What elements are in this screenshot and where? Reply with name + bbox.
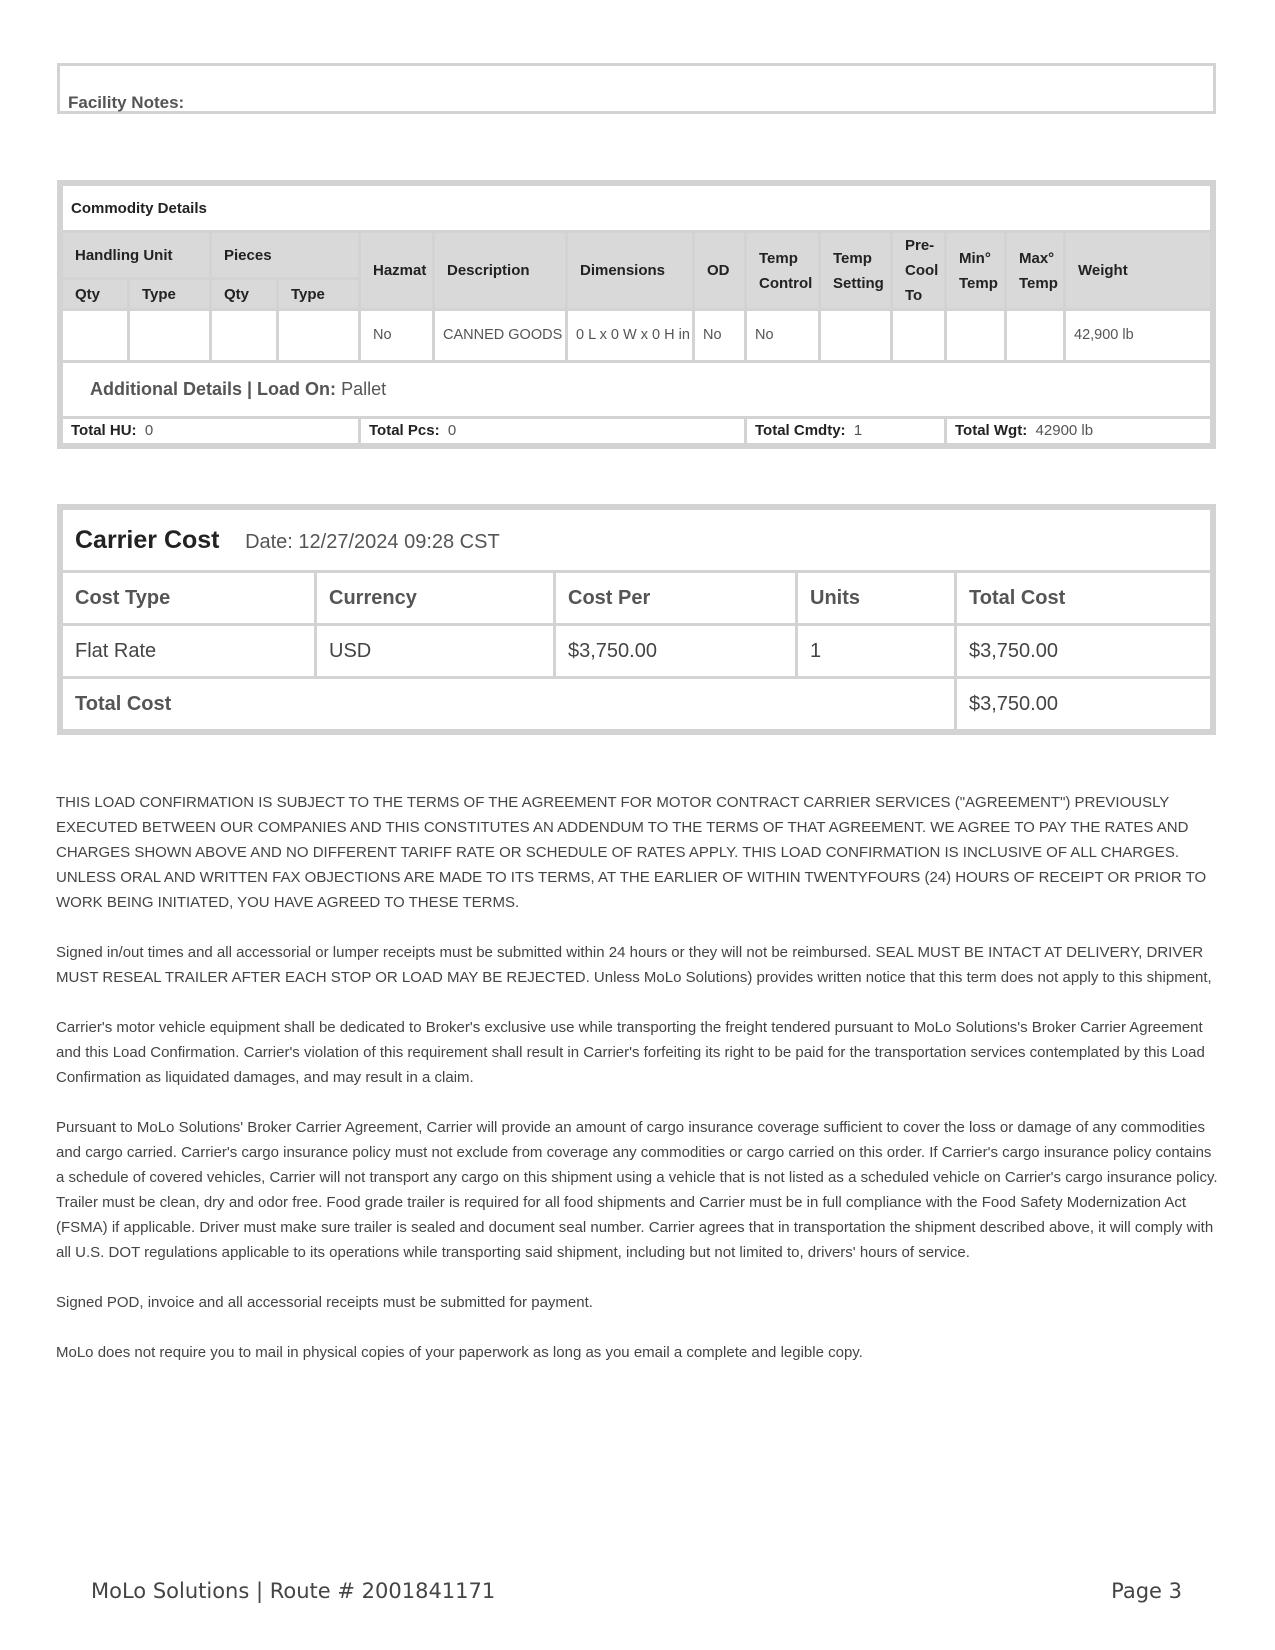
commodity-title-text: Commodity Details	[71, 199, 207, 217]
cell-dimensions: 0 L x 0 W x 0 H in	[567, 310, 694, 362]
total-wgt-value: 42900 lb	[1035, 422, 1094, 439]
total-cmdty-label: Total Cmdty:	[755, 422, 846, 439]
header-handling-unit: Handling Unit	[62, 232, 211, 279]
cell-cost-type: Flat Rate	[62, 625, 316, 678]
facility-notes-label: Facility Notes:	[68, 93, 185, 112]
terms-paragraph: THIS LOAD CONFIRMATION IS SUBJECT TO THE TERMS OF THE AGREEMENT FOR MOTOR CONTRACT CARRIER SERVICES ("AGREEMENT") PREVIOUSLY EXECUTED BETWEEN OUR COMPANIES AND THIS CONSTITUTES AN ADDENDUM TO THE TERMS OF THAT AGREEMENT. WE AGREE TO PAY THE RATES AND CHARGES SHOWN ABOVE AND NO DIFFERENT TARIFF RATE OR SCHEDULE OF RATES APPLY. THIS LOAD CONFIRMATION IS INCLUSIVE OF ALL CHARGES. UNLESS ORAL AND WRITTEN FAX OBJECTIONS ARE MADE TO ITS TERMS, AT THE EARLIER OF WITHIN TWENTYFOURS (24) HOURS OF RECEIPT OR PRIOR TO WORK BEING INITIATED, YOU HAVE AGREED TO THESE TERMS.	[56, 794, 1207, 911]
cell-hu-type	[129, 310, 211, 362]
additional-details	[62, 362, 1212, 418]
total-hu-label: Total HU:	[71, 422, 137, 439]
cell-hu-qty	[62, 310, 129, 362]
cell-temp-control: No	[746, 310, 820, 362]
additional-details-label: Additional Details | Load On:	[90, 379, 337, 399]
table-row	[62, 310, 1212, 362]
carrier-cost-header	[62, 509, 1212, 572]
terms-paragraph: Signed in/out times and all accessorial or lumper receipts must be submitted within 24 hours or they will not be reimbursed. SEAL MUST BE INTACT AT DELIVERY, DRIVER MUST RESEAL TRAILER AFTER EACH STOP OR LOAD MAY BE REJECTED. Unless MoLo Solutions) provides written notice that this term does not apply to this shipment,	[56, 944, 1212, 986]
col-currency: Currency	[316, 572, 555, 625]
total-cost-value: $3,750.00	[956, 678, 1212, 731]
col-total-cost: Total Cost	[956, 572, 1212, 625]
terms-paragraph: Carrier's motor vehicle equipment shall be dedicated to Broker's exclusive use while transporting the freight tendered pursuant to MoLo Solutions's Broker Carrier Agreement and this Load Confirmation. Carrier's violation of this requirement shall result in Carrier's forfeiting its right to be paid for the transportation services contemplated by this Load Confirmation as liquidated damages, and may result in a claim.	[56, 1019, 1205, 1086]
header-dimensions: Dimensions	[567, 232, 694, 310]
terms-paragraph: Signed POD, invoice and all accessorial receipts must be submitted for payment.	[56, 1294, 593, 1311]
carrier-cost-date: Date: 12/27/2024 09:28 CST	[245, 530, 500, 553]
facility-notes-box	[57, 63, 1216, 114]
header-hu-qty: Qty	[62, 279, 129, 310]
header-temp-setting: Temp Setting	[820, 232, 892, 310]
header-weight: Weight	[1065, 232, 1212, 310]
cell-total-cost: $3,750.00	[956, 625, 1212, 678]
terms-paragraph: MoLo does not require you to mail in physical copies of your paperwork as long as you email a complete and legible copy.	[56, 1344, 863, 1361]
header-hu-type: Type	[129, 279, 211, 310]
cell-weight: 42,900 lb	[1065, 310, 1212, 362]
commodity-table	[60, 183, 1213, 446]
carrier-cost-table	[60, 507, 1213, 732]
table-row	[62, 625, 1212, 678]
carrier-cost-section	[57, 504, 1216, 735]
col-cost-type: Cost Type	[62, 572, 316, 625]
cell-od: No	[694, 310, 746, 362]
terms-section	[56, 790, 1218, 1390]
cell-cost-per: $3,750.00	[555, 625, 797, 678]
cell-currency: USD	[316, 625, 555, 678]
cell-temp-setting	[820, 310, 892, 362]
col-cost-per: Cost Per	[555, 572, 797, 625]
carrier-cost-title: Carrier Cost	[75, 525, 220, 554]
total-cmdty-value: 1	[853, 422, 863, 439]
total-cmdty	[746, 418, 946, 445]
total-wgt	[946, 418, 1212, 445]
header-temp-control: Temp Control	[746, 232, 820, 310]
col-units: Units	[797, 572, 956, 625]
header-pieces: Pieces	[211, 232, 360, 279]
cell-pcs-type	[278, 310, 360, 362]
commodity-details-title	[62, 185, 1212, 232]
header-description: Description	[434, 232, 567, 310]
header-hazmat: Hazmat	[360, 232, 434, 310]
terms-paragraph: Pursuant to MoLo Solutions' Broker Carrier Agreement, Carrier will provide an amount of cargo insurance coverage sufficient to cover the loss or damage of any commodities and cargo carried. Carrier's cargo insurance policy must not exclude from coverage any commodities or cargo carried on this order. If Carrier's cargo insurance policy contains a schedule of covered vehicles, Carrier will not transport any cargo on this shipment using a vehicle that is not listed as a scheduled vehicle on Carrier's cargo insurance policy. Trailer must be clean, dry and odor free. Food grade trailer is required for all food shipments and Carrier must be in full compliance with the Food Safety Modernization Act (FSMA) if applicable. Driver must make sure trailer is sealed and document seal number. Carrier agrees that in transportation the shipment described above, it will comply with all U.S. DOT regulations applicable to its operations while transporting said shipment, including but not limited to, drivers' hours of service.	[56, 1119, 1218, 1261]
load-on-value: Pallet	[341, 379, 387, 399]
cell-max-temp	[1006, 310, 1065, 362]
header-od: OD	[694, 232, 746, 310]
header-pcs-qty: Qty	[211, 279, 278, 310]
header-min-temp: Min° Temp	[946, 232, 1006, 310]
header-max-temp: Max° Temp	[1006, 232, 1065, 310]
footer-route: MoLo Solutions | Route # 2001841171	[91, 1579, 496, 1603]
header-pre-cool-to: Pre-Cool To	[892, 232, 946, 310]
commodity-details-section	[57, 180, 1216, 449]
cell-min-temp	[946, 310, 1006, 362]
total-hu-value: 0	[144, 422, 154, 439]
total-pcs-value: 0	[447, 422, 457, 439]
cell-hazmat: No	[360, 310, 434, 362]
total-wgt-label: Total Wgt:	[955, 422, 1028, 439]
total-hu	[62, 418, 360, 445]
header-pcs-type: Type	[278, 279, 360, 310]
footer-page-number: Page 3	[1111, 1579, 1182, 1603]
cell-units: 1	[797, 625, 956, 678]
total-cost-label: Total Cost	[62, 678, 956, 731]
cell-description: CANNED GOODS	[434, 310, 567, 362]
cell-pre-cool-to	[892, 310, 946, 362]
total-pcs	[360, 418, 746, 445]
cell-pcs-qty	[211, 310, 278, 362]
total-pcs-label: Total Pcs:	[369, 422, 440, 439]
